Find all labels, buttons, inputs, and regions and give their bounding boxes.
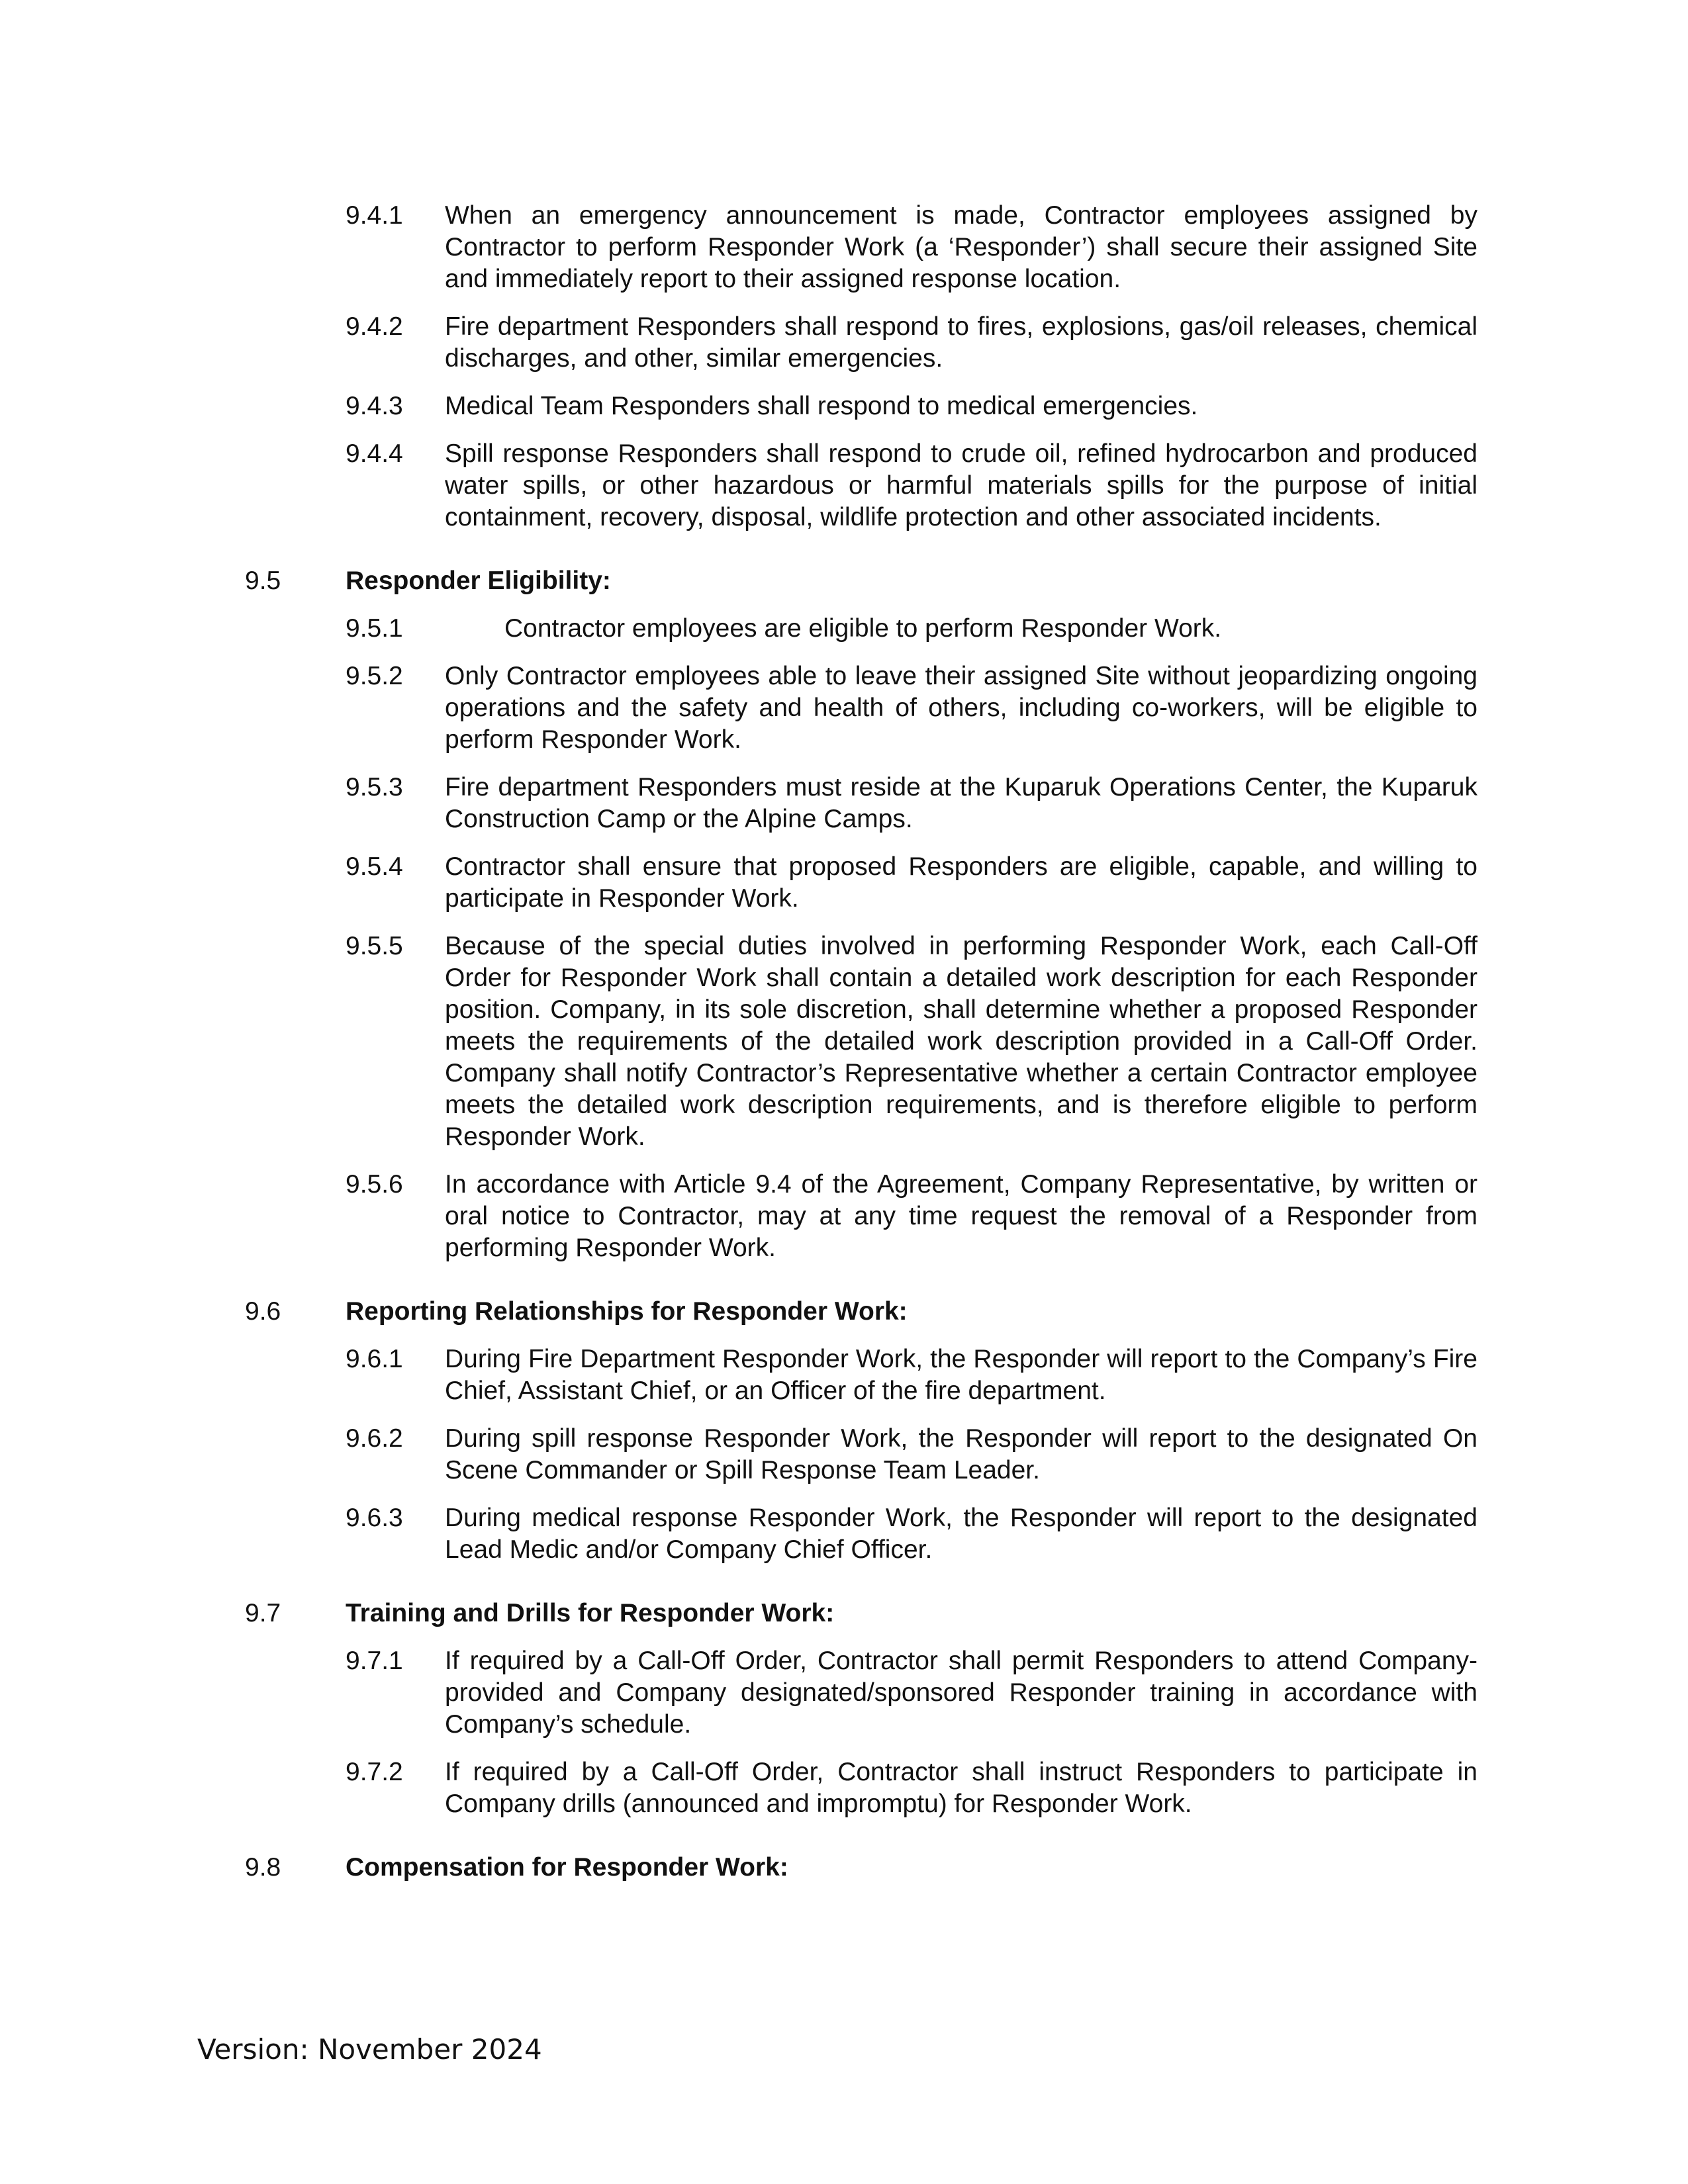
clause-number: 9.7.2 xyxy=(346,1758,403,1786)
clause-text: During Fire Department Responder Work, the Responder will report to the Company’s Fire Chief, Assistant Chief, or an Officer of the fire department. xyxy=(445,1345,1477,1405)
clause-text: Fire department Responders must reside at the Kuparuk Operations Center, the Kuparuk Construction Camp or the Alpine Camps. xyxy=(445,773,1477,833)
clause-item xyxy=(245,660,1489,756)
clause-item xyxy=(245,1502,1489,1566)
clause-number: 9.5.6 xyxy=(346,1170,403,1199)
section-heading xyxy=(245,1598,1489,1629)
document-body xyxy=(245,200,1489,1899)
clause-text: During medical response Responder Work, the Responder will report to the designated Lead Medic and/or Company Chief Officer. xyxy=(445,1504,1477,1564)
section-number: 9.7 xyxy=(245,1599,281,1627)
clause-number: 9.4.4 xyxy=(346,439,403,468)
clause-number: 9.5.5 xyxy=(346,932,403,960)
clause-text: Only Contractor employees able to leave their assigned Site without jeopardizing ongoing operations and the safety and health of others, including co-workers, will be eligible to perform Responder Work. xyxy=(445,662,1477,754)
clause-item xyxy=(245,1756,1489,1820)
section-title: Reporting Relationships for Responder Work: xyxy=(346,1297,908,1326)
section-number: 9.5 xyxy=(245,567,281,595)
clause-number: 9.6.1 xyxy=(346,1345,403,1373)
clause-text: If required by a Call-Off Order, Contractor shall permit Responders to attend Company-provided and Company designated/sponsored Responder training in accordance with Company’s schedule. xyxy=(445,1647,1477,1739)
clause-text: During spill response Responder Work, the Responder will report to the designated On Scene Commander or Spill Response Team Leader. xyxy=(445,1424,1477,1484)
section-number: 9.8 xyxy=(245,1853,281,1882)
clause-text: Contractor employees are eligible to perform Responder Work. xyxy=(504,614,1222,643)
section-title: Compensation for Responder Work: xyxy=(346,1853,788,1882)
clause-number: 9.4.2 xyxy=(346,312,403,341)
clause-text: If required by a Call-Off Order, Contractor shall instruct Responders to participate in Company drills (announced and impromptu) for Responder Work. xyxy=(445,1758,1477,1818)
clause-text: Medical Team Responders shall respond to medical emergencies. xyxy=(445,392,1198,420)
section-heading xyxy=(245,1852,1489,1884)
section-heading xyxy=(245,1296,1489,1328)
clause-number: 9.4.3 xyxy=(346,392,403,420)
section-number: 9.6 xyxy=(245,1297,281,1326)
clause-text: Spill response Responders shall respond to crude oil, refined hydrocarbon and produced water spills, or other hazardous or harmful materials spills for the purpose of initial containment, recovery, disposal, wildlife protection and other associated incidents. xyxy=(445,439,1477,531)
clause-number: 9.5.1 xyxy=(346,614,403,643)
clause-text: Fire department Responders shall respond to fires, explosions, gas/oil releases, chemical discharges, and other, similar emergencies. xyxy=(445,312,1477,373)
clause-item xyxy=(245,851,1489,915)
clause-item xyxy=(245,931,1489,1153)
clause-number: 9.4.1 xyxy=(346,201,403,230)
clause-text: When an emergency announcement is made, Contractor employees assigned by Contractor to perform Responder Work (a ‘Responder’) shall secure their assigned Site and immediately report to their assigned response location. xyxy=(445,201,1477,293)
clause-item xyxy=(245,390,1489,422)
clause-text: Because of the special duties involved in performing Responder Work, each Call-Off Order for Responder Work shall contain a detailed work description for each Responder position. Company, in its sole discretion, shall determine whether a proposed Responder meets the requirements of the detailed work description provided in a Call-Off Order. Company shall notify Contractor’s Representative whether a certain Contractor employee meets the detailed work description requirements, and is therefore eligible to perform Responder Work. xyxy=(445,932,1477,1151)
clause-item xyxy=(245,1423,1489,1486)
clause-number: 9.6.2 xyxy=(346,1424,403,1453)
section-title: Training and Drills for Responder Work: xyxy=(346,1599,835,1627)
clause-number: 9.5.2 xyxy=(346,662,403,690)
clause-item xyxy=(245,438,1489,533)
clause-item xyxy=(245,1645,1489,1741)
clause-number: 9.6.3 xyxy=(346,1504,403,1532)
section-heading xyxy=(245,565,1489,597)
clause-item xyxy=(245,613,1489,645)
clause-text: In accordance with Article 9.4 of the Agreement, Company Representative, by written or oral notice to Contractor, may at any time request the removal of a Responder from performing Responder Work. xyxy=(445,1170,1477,1262)
clause-item xyxy=(245,311,1489,375)
clause-item xyxy=(245,1169,1489,1264)
clause-item xyxy=(245,1343,1489,1407)
clause-number: 9.5.4 xyxy=(346,852,403,881)
clause-number: 9.5.3 xyxy=(346,773,403,801)
clause-item xyxy=(245,200,1489,295)
clause-text: Contractor shall ensure that proposed Responders are eligible, capable, and willing to participate in Responder Work. xyxy=(445,852,1477,913)
clause-number: 9.7.1 xyxy=(346,1647,403,1675)
clause-item xyxy=(245,772,1489,835)
section-title: Responder Eligibility: xyxy=(346,567,611,595)
page-footer-version: Version: November 2024 xyxy=(197,2033,542,2066)
